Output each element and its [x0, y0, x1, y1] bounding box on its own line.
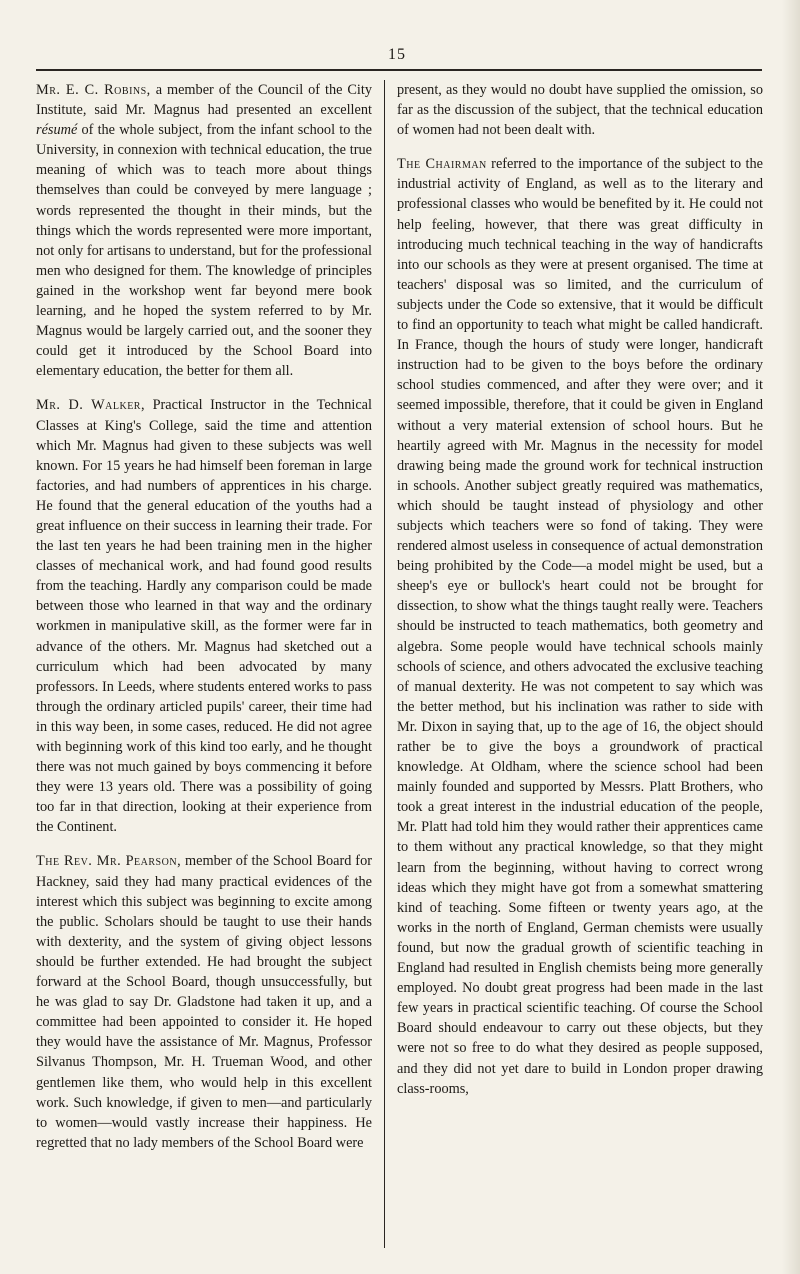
- paragraph-text: member of the School Board for Hackney, said they had many practical evidences of the interest which this subject was beginning to excite among the public. Scholars should be taught to use their hands with dexterity, and the system of giving object lessons should be further extended. He had brought the subject forward at the School Board, though unsuccessfully, but he was glad to say Dr. Gladstone had taken it up, and a committee had been appointed to consider it. He hoped they would have the assistance of Mr. Magnus, Professor Silvanus Thompson, Mr. H. Trueman Wood, and other gentlemen like them, who would help in this excellent work. Such knowledge, if given to men—and particularly to women—would vastly increase their happiness. He regretted that no lady members of the School Board were: [36, 853, 372, 1151]
- paragraph-walker: [36, 395, 372, 837]
- speaker-robins: Mr. E. C. Robins,: [36, 82, 151, 98]
- italic-term: résumé: [36, 122, 78, 139]
- page-edge-shading: [782, 0, 800, 1274]
- paragraph-text: of the whole subject, from the infant school to the University, in connexion with technical education, the true meaning of which was to teach more about things themselves than could be conveyed by mere language ; words represented the thought in their minds, but the things which the words represented were more important, not only for artisans to understand, but for the professional men who designed for them. The knowledge of principles gained in the workshop went far beyond mere book learning, and he hoped the system referred to by Mr. Magnus would be largely carried out, and the sooner they could get it introduced by the School Board into elementary education, the better for them all.: [36, 122, 372, 380]
- column-divider: [384, 80, 385, 1248]
- paragraph-text: present, as they would no doubt have supplied the omission, so far as the discussion of the subject, that the technical education of women had not been dealt with.: [397, 82, 763, 139]
- paragraph-continuation: [397, 80, 763, 140]
- right-column: [397, 80, 763, 1113]
- paragraph-pearson: [36, 851, 372, 1152]
- paragraph-chairman: [397, 154, 763, 1098]
- paragraph-text: referred to the importance of the subject to the industrial activity of England, as well as to the literary and professional classes who would be benefited by it. He could not help feeling, however, that there was great difficulty in introducing much technical teaching in the way of handicrafts into our schools as they were at present organised. The time at teachers' disposal was so limited, and the curriculum of subjects under the Code so extensive, that it would be difficult to find an opportunity to teach what might be called handicraft. In France, though the hours of study were longer, handicraft instruction had to be given to the boys before the ordinary school studies commenced, and after they were over; and it seemed impossible, therefore, that it could be given in England without a very material extension of school hours. But he heartily agreed with Mr. Magnus in the necessity for model drawing being made the ground work for technical instruction in schools. Another subject greatly required was mathematics, which should be taught instead of physiology and other subjects which teachers were so fond of taking. They were rendered almost useless in consequence of actual demonstration being prohibited by the Code—a model might be used, but a sheep's eye or bullock's heart could not be brought for dissection, to show what the things taught really were. Teachers should be instructed to teach mathematics, both geometry and algebra. Some people would have technical schools mainly schools of science, and others advocated the exclusive teaching of manual dexterity. He was not competent to say which was the better method, but his inclination was rather to side with Mr. Dixon in saying that, up to the age of 16, the object should rather be to give the boys a groundwork of practical knowledge. At Oldham, where the science school had been mainly founded and supported by Messrs. Platt Brothers, who took a great interest in the industrial education of the people, Mr. Platt had told him they would rather their apprentices came to them without any practical knowledge, so that they might learn from the beginning, without having to correct wrong ideas which they might have got from a somewhat smattering kind of teaching. Some fifteen or twenty years ago, at the works in the north of England, German chemists were usually found, but now the gradual growth of scientific teaching in England had resulted in English chemists being more generally employed. No doubt great progress had been made in the last few years in practical scientific teaching. Of course the School Board should endeavour to carry out these objects, but they were not so free to do what they desired as people supposed, and they did not yet dare to build in London proper drawing class-rooms,: [397, 156, 763, 1097]
- speaker-chairman: The Chairman: [397, 156, 487, 173]
- left-column: [36, 80, 372, 1167]
- speaker-pearson: The Rev. Mr. Pearson,: [36, 853, 182, 870]
- paragraph-robins: [36, 80, 372, 381]
- paragraph-text: Practical Instructor in the Technical Classes at King's College, said the time and attention which Mr. Magnus had given to these subjects was well known. For 15 years he had himself been foreman in large factories, and had numbers of apprentices in his charge. He found that the general education of the youths had a great influence on their success in learning their trade. For the last ten years he had been training men in the higher classes of mechanical work, and had found good results from the teaching. Hardly any comparison could be made between those who learned in that way and the ordinary workmen in manipulative skill, as the former were far in advance of the others. Mr. Magnus had sketched out a curriculum which had been advocated by many professors. In Leeds, where students entered works to pass through the ordinary articled pupils' career, their time had in this way been, in some cases, reduced. He did not agree with beginning work of this kind too early, and he thought there was not much gained by boys commencing it before they were 13 years old. There was a possibility of going too far in that direction, looking at their experience from the Continent.: [36, 397, 372, 836]
- top-rule: [36, 69, 762, 71]
- speaker-walker: Mr. D. Walker,: [36, 397, 146, 414]
- page-number: 15: [388, 46, 406, 63]
- paragraph-text: a member of the Council of the City Institute, said Mr. Magnus had presented an excellent: [36, 82, 372, 119]
